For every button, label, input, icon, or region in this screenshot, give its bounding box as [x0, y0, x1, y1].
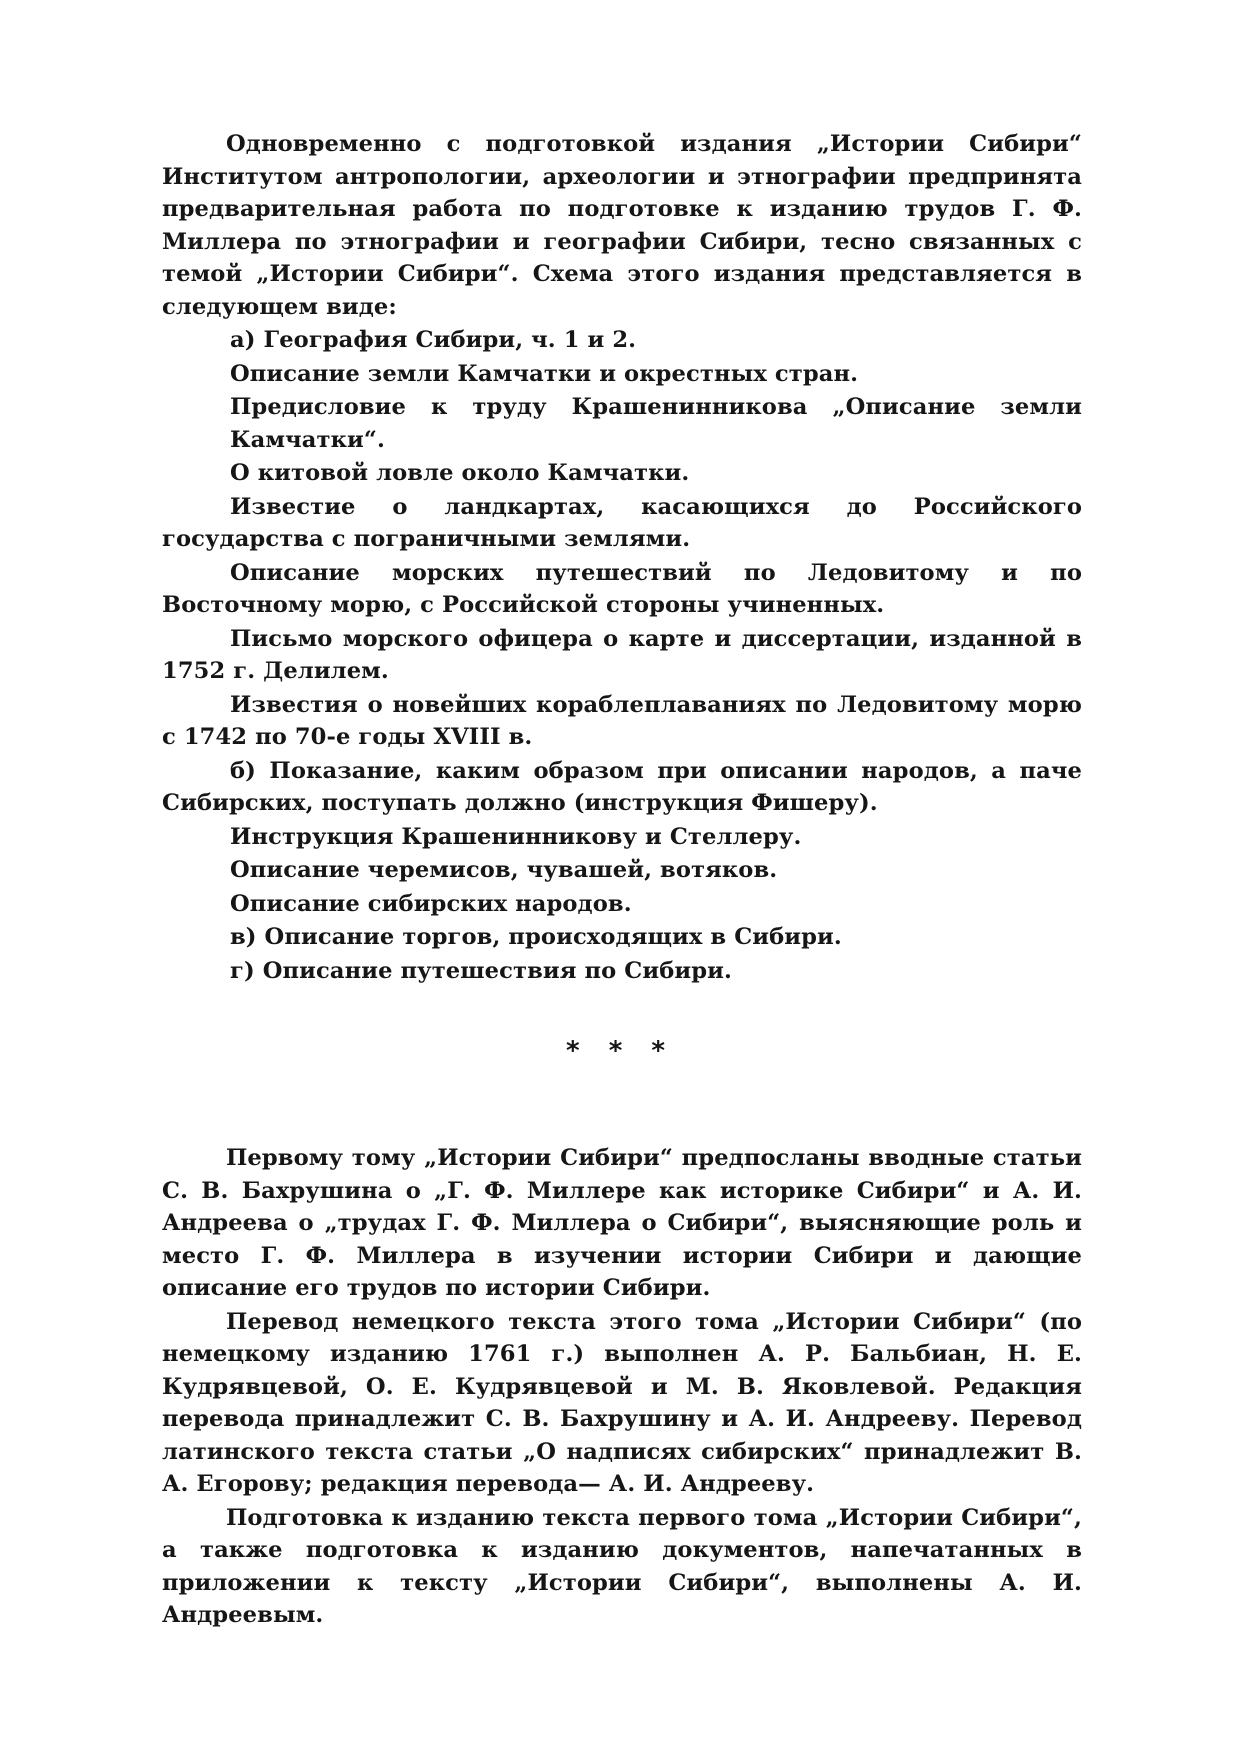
plan-item-kamchatka: Описание земли Камчатки и окрестных стран.	[230, 360, 859, 387]
plan-item-travel: г) Описание путешествия по Сибири.	[230, 957, 732, 984]
plan-item-voyages: Описание морских путешествий по Ледовитому и по Восточному морю, с Российской стороны учиненных.	[162, 559, 1082, 618]
plan-item-navigation: Известия о новейших кораблеплаваниях по Ледовитому морю с 1742 по 70-е годы XVIII в.	[162, 691, 1082, 750]
credits-section	[162, 1142, 1082, 1632]
edition-plan-section	[162, 128, 1082, 987]
plan-item-whaling: О китовой ловле около Камчатки.	[230, 460, 690, 486]
plan-item-preface: Предисловие к труду Крашенинникова „Описание земли Камчатки“.	[230, 394, 1082, 453]
plan-item-maps: Известие о ландкартах, касающихся до Российского государства с пограничными землями.	[162, 493, 1082, 552]
credits-paragraph-translation: Перевод немецкого текста этого тома „Истории Сибири“ (по немецкому изданию 1761 г.) выполнен А. Р. Бальбиан, Н. Е. Кудрявцевой, О. Е. Кудрявцевой и М. В. Яковлевой. Редакция перевода принадлежит С. В. Бахрушину и А. И. Андрееву. Перевод латинского текста статьи „О надписях сибирских“ принадлежит В. А. Егорову; редакция перевода— А. И. Андрееву.	[162, 1308, 1082, 1497]
section-separator: * * *	[566, 1036, 675, 1066]
plan-item-cheremis: Описание черемисов, чувашей, вотяков.	[230, 857, 778, 883]
plan-item-trade: в) Описание торгов, происходящих в Сибири.	[230, 924, 842, 950]
plan-item-instruction-fischer: б) Показание, каким образом при описании народов, а паче Сибирских, поступать должно (инструкция Фишеру).	[162, 757, 1082, 816]
credits-paragraph-preparation: Подготовка к изданию текста первого тома „Истории Сибири“, а также подготовка к изданию документов, напечатанных в приложении к тексту „Истории Сибири“, выполнены А. И. Андреевым.	[162, 1504, 1082, 1628]
plan-item-instruction-krasheninnikov: Инструкция Крашенинникову и Стеллеру.	[230, 823, 802, 850]
plan-item-peoples: Описание сибирских народов.	[230, 890, 632, 917]
intro-paragraph: Одновременно с подготовкой издания „Истории Сибири“ Институтом антропологии, археологии и этнографии предпринята предварительная работа по подготовке к изданию трудов Г. Ф. Миллера по этнографии и географии Сибири, тесно связанных с темой „Истории Сибири“. Схема этого издания представляется в следующем виде:	[162, 131, 1082, 320]
plan-item-letter: Письмо морского офицера о карте и диссертации, изданной в 1752 г. Делилем.	[162, 625, 1082, 684]
plan-item-geography: а) География Сибири, ч. 1 и 2.	[230, 327, 637, 353]
credits-paragraph-articles: Первому тому „Истории Сибири“ предпосланы вводные статьи С. В. Бахрушина о „Г. Ф. Миллере как историке Сибири“ и А. И. Андреева о „трудах Г. Ф. Миллера о Сибири“, выясняющие роль и место Г. Ф. Миллера в изучении истории Сибири и дающие описание его трудов по истории Сибири.	[162, 1145, 1082, 1301]
